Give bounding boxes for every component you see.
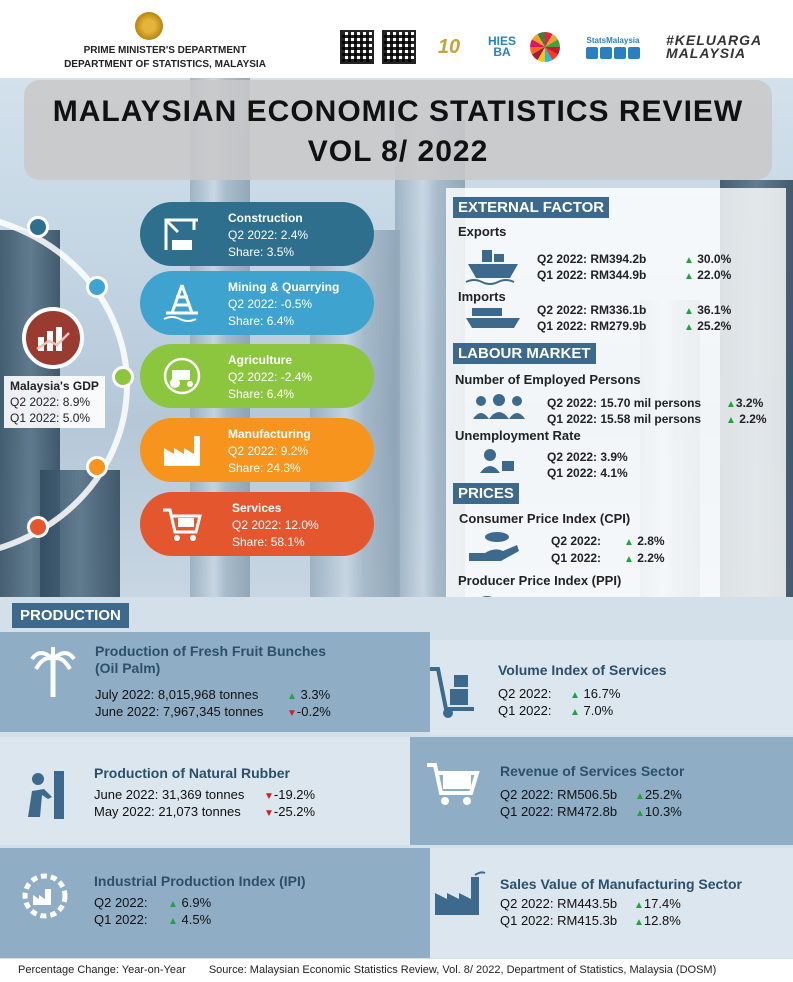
dosm-10-logo: 10 <box>437 35 461 58</box>
revenue-q2: Q2 2022: RM506.5b <box>500 787 618 802</box>
sector-services: Services Q2 2022: 12.0% Share: 58.1% <box>140 492 374 556</box>
palm-tree-icon <box>28 644 78 700</box>
exports-q2: Q2 2022: RM394.2b <box>537 252 647 266</box>
rubber-may: May 2022: 21,073 tonnes <box>94 804 241 819</box>
sector-manufacturing: Manufacturing Q2 2022: 9.2% Share: 24.3% <box>140 418 374 482</box>
mfg-sales-q2-change: ▲17.4% <box>634 896 681 911</box>
rubber-may-change: ▼-25.2% <box>264 804 316 819</box>
imports-q2: Q2 2022: RM336.1b <box>537 303 647 317</box>
mfg-sales-q1-change: ▲12.8% <box>634 913 681 928</box>
factory-gear-icon <box>16 870 74 922</box>
mfg-sales-title: Sales Value of Manufacturing Sector <box>500 876 742 892</box>
title-banner <box>24 80 772 180</box>
rubber-june-change: ▼-19.2% <box>264 787 316 802</box>
unemployed-person-icon <box>474 446 518 476</box>
rubber-tapper-icon <box>18 768 72 822</box>
ffb-july-change: ▲ 3.3% <box>287 687 331 702</box>
agriculture-dot <box>112 366 134 388</box>
revenue-q2-change: ▲25.2% <box>635 787 682 802</box>
cargo-ship-icon <box>462 244 524 288</box>
employed-q2-change: ▲3.2% <box>726 396 764 410</box>
mfg-sales-q1: Q1 2022: RM415.3b <box>500 913 618 928</box>
revenue-q1-change: ▲10.3% <box>635 804 682 819</box>
imports-label: Imports <box>458 289 506 304</box>
exports-q2-change: ▲ 30.0% <box>684 252 732 266</box>
crane-icon <box>142 204 222 264</box>
unemployment-q1: Q1 2022: 4.1% <box>547 466 628 480</box>
labour-market-heading: LABOUR MARKET <box>453 343 596 364</box>
people-group-icon <box>470 392 528 422</box>
vis-q1: Q1 2022: <box>498 703 552 718</box>
keluarga-malaysia-logo: #KELUARGA MALAYSIA <box>666 32 762 61</box>
stats-malaysia-logo[interactable]: StatsMalaysia <box>568 30 658 64</box>
rubber-june: June 2022: 31,369 tonnes <box>94 787 245 802</box>
ipi-q1-change: ▲ 4.5% <box>168 912 212 927</box>
hand-coins-icon <box>466 528 522 564</box>
sdg-logo <box>530 30 560 64</box>
tractor-icon <box>142 346 222 406</box>
social-media-icons[interactable] <box>586 47 640 59</box>
vis-q1-change: ▲ 7.0% <box>570 703 614 718</box>
vis-title: Volume Index of Services <box>498 662 667 678</box>
gdp-chart-icon <box>22 307 84 369</box>
prices-heading: PRICES <box>453 483 519 504</box>
malaysia-crest-icon <box>135 12 163 40</box>
sector-mining: Mining & Quarrying Q2 2022: -0.5% Share: 6.4% <box>140 271 374 335</box>
vis-q2-change: ▲ 16.7% <box>570 686 621 701</box>
rubber-title: Production of Natural Rubber <box>94 765 290 781</box>
services-dot <box>27 516 49 538</box>
revenue-q1: Q1 2022: RM472.8b <box>500 804 618 819</box>
manufacturing-dot <box>86 456 108 478</box>
employed-q1: Q1 2022: 15.58 mil persons <box>547 412 702 426</box>
page-subtitle: VOL 8/ 2022 <box>307 135 489 168</box>
page-title: MALAYSIAN ECONOMIC STATISTICS REVIEW <box>52 95 744 128</box>
oil-rig-icon <box>142 273 222 333</box>
cpi-q2-change: ▲ 2.8% <box>624 534 665 548</box>
ffb-title: Production of Fresh Fruit Bunches (Oil Palm) <box>95 643 327 676</box>
mfg-sales-q2: Q2 2022: RM443.5b <box>500 896 618 911</box>
hand-truck-icon <box>424 664 480 720</box>
cpi-q1: Q1 2022: <box>551 551 602 565</box>
ipi-q2: Q2 2022: <box>94 895 148 910</box>
exports-label: Exports <box>458 224 507 239</box>
construction-dot <box>27 216 49 238</box>
partner-logos <box>340 30 776 64</box>
imports-q1: Q1 2022: RM279.9b <box>537 319 647 333</box>
sector-construction: Construction Q2 2022: 2.4% Share: 3.5% <box>140 202 374 266</box>
mining-dot <box>86 276 108 298</box>
header <box>0 0 793 78</box>
qr-code-icon[interactable] <box>340 30 374 64</box>
footer-note: Percentage Change: Year-on-Year <box>18 964 186 976</box>
gdp-values: Malaysia's GDP Q2 2022: 8.9% Q1 2022: 5.0% <box>4 376 105 428</box>
imports-q2-change: ▲ 36.1% <box>684 303 732 317</box>
footer <box>0 960 793 982</box>
unemployment-q2: Q2 2022: 3.9% <box>547 450 628 464</box>
ppi-label: Producer Price Index (PPI) <box>458 573 622 588</box>
container-ship-icon <box>462 304 524 334</box>
hies-logo: HIES BA <box>487 34 516 59</box>
cpi-q2: Q2 2022: <box>551 534 602 548</box>
shopping-trolley-icon <box>424 760 482 810</box>
footer-source: Source: Malaysian Economic Statistics Review, Vol. 8/ 2022, Department of Statistics, Malaysia (DOSM) <box>208 964 717 976</box>
revenue-title: Revenue of Services Sector <box>500 763 685 779</box>
factory-icon <box>142 420 222 480</box>
ffb-june: June 2022: 7,967,345 tonnes <box>95 704 264 719</box>
imports-q1-change: ▲ 25.2% <box>684 319 732 333</box>
external-factor-heading: EXTERNAL FACTOR <box>453 197 609 218</box>
employed-q2: Q2 2022: 15.70 mil persons <box>547 396 702 410</box>
cpi-q1-change: ▲ 2.2% <box>624 551 665 565</box>
sector-agriculture: Agriculture Q2 2022: -2.4% Share: 6.4% <box>140 344 374 408</box>
ffb-june-change: ▼-0.2% <box>287 704 331 719</box>
department-name: PRIME MINISTER'S DEPARTMENT DEPARTMENT OF STATISTICS, MALAYSIA <box>64 45 266 70</box>
exports-q1: Q1 2022: RM344.9b <box>537 268 647 282</box>
exports-q1-change: ▲ 22.0% <box>684 268 732 282</box>
manufacturing-plant-icon <box>430 868 488 918</box>
employed-q1-change: ▲ 2.2% <box>726 412 767 426</box>
employed-label: Number of Employed Persons <box>455 372 641 387</box>
ffb-july: July 2022: 8,015,968 tonnes <box>95 687 259 702</box>
shopping-cart-icon <box>142 494 222 554</box>
unemployment-label: Unemployment Rate <box>455 428 581 443</box>
ipi-q2-change: ▲ 6.9% <box>168 895 212 910</box>
qr-code-icon[interactable] <box>382 30 416 64</box>
production-heading: PRODUCTION <box>12 603 129 628</box>
ipi-title: Industrial Production Index (IPI) <box>94 873 306 889</box>
ipi-q1: Q1 2022: <box>94 912 148 927</box>
cpi-label: Consumer Price Index (CPI) <box>459 511 631 526</box>
vis-q2: Q2 2022: <box>498 686 552 701</box>
